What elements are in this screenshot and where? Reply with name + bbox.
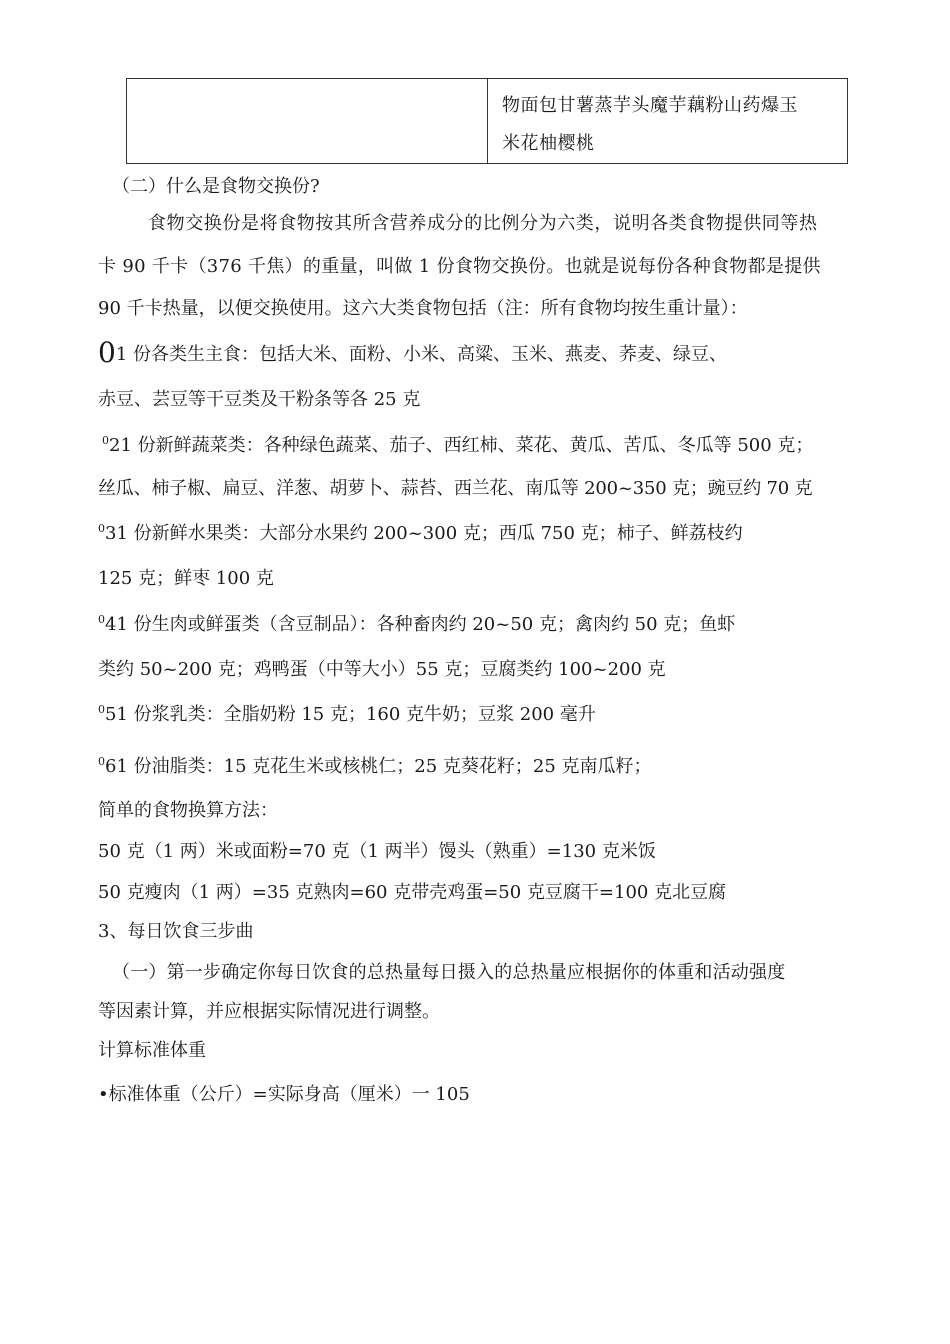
item-marker: 0 (98, 613, 105, 626)
list-item-line (98, 336, 727, 369)
list-item-line (98, 610, 735, 636)
conversion-title: 简单的食物换算方法： (98, 800, 278, 821)
item-text: 21 份新鲜蔬菜类：各种绿色蔬菜、茄子、西红柿、菜花、黄瓜、苦瓜、冬瓜等 500 克； (109, 435, 814, 456)
item-marker: 0 (102, 434, 109, 447)
item-marker: 0 (98, 755, 105, 768)
formula-line: •标准体重（公斤）=实际身高（厘米）一 105 (98, 1084, 470, 1105)
step-heading: 3、每日饮食三步曲 (98, 921, 254, 942)
table-cell-text-line: 米花柚樱桃 (502, 133, 595, 154)
item-text: 1 份各类生主食：包括大米、面粉、小米、高粱、玉米、燕麦、荞麦、绿豆、 (115, 344, 727, 365)
table-cell-text-line: 物面包甘薯蒸芋头魔芋藕粉山药爆玉 (502, 95, 798, 116)
list-item-line: 赤豆、芸豆等干豆类及干粉条等各 25 克 (98, 389, 421, 410)
item-marker: 0 (98, 336, 116, 369)
list-item-line: 类约 50~200 克；鸡鸭蛋（中等大小）55 克；豆腐类约 100~200 克 (98, 659, 666, 680)
food-table-fragment (126, 78, 848, 164)
list-item-line (102, 431, 813, 457)
conversion-line: 50 克瘦肉（1 两）=35 克熟肉=60 克带壳鸡蛋=50 克豆腐干=100 克北豆腐 (98, 882, 727, 903)
item-text: 51 份浆乳类：全脂奶粉 15 克；160 克牛奶；豆浆 200 毫升 (105, 704, 596, 725)
list-item-line (98, 752, 652, 778)
paragraph-line: 90 千卡热量，以便交换使用。这六大类食物包括（注：所有食物均按生重计量）： (98, 298, 748, 319)
list-item-line: 丝瓜、柿子椒、扁豆、洋葱、胡萝卜、蒜苔、西兰花、南瓜等 200~350 克；豌豆约 70 克 (98, 478, 813, 499)
item-marker: 0 (98, 703, 105, 716)
paragraph-line: 等因素计算，并应根据实际情况进行调整。 (98, 1001, 440, 1022)
paragraph-line: 食物交换份是将食物按其所含营养成分的比例分为六类，说明各类食物提供同等热 (148, 213, 818, 234)
section-title: （二）什么是食物交换份? (112, 176, 320, 197)
paragraph-line: 卡 90 千卡（376 千焦）的重量，叫做 1 份食物交换份。也就是说每份各种食物都是提供 (98, 256, 821, 277)
conversion-line: 50 克（1 两）米或面粉=70 克（1 两半）馒头（熟重）=130 克米饭 (98, 841, 656, 862)
paragraph-line: （一）第一步确定你每日饮食的总热量每日摄入的总热量应根据你的体重和活动强度 (112, 962, 786, 983)
table-cell-right (488, 79, 848, 164)
item-text: 31 份新鲜水果类：大部分水果约 200~300 克；西瓜 750 克；柿子、鲜荔枝约 (105, 523, 743, 544)
item-marker: 0 (98, 522, 105, 535)
list-item-line (98, 519, 743, 545)
calc-title: 计算标准体重 (98, 1040, 206, 1061)
list-item-line (98, 700, 596, 726)
item-text: 61 份油脂类：15 克花生米或核桃仁；25 克葵花籽；25 克南瓜籽； (105, 756, 652, 777)
item-text: 41 份生肉或鲜蛋类（含豆制品）：各种畜肉约 20~50 克；禽肉约 50 克；鱼虾 (105, 614, 736, 635)
table-cell-left (127, 79, 488, 164)
list-item-line: 125 克；鲜枣 100 克 (98, 568, 274, 589)
